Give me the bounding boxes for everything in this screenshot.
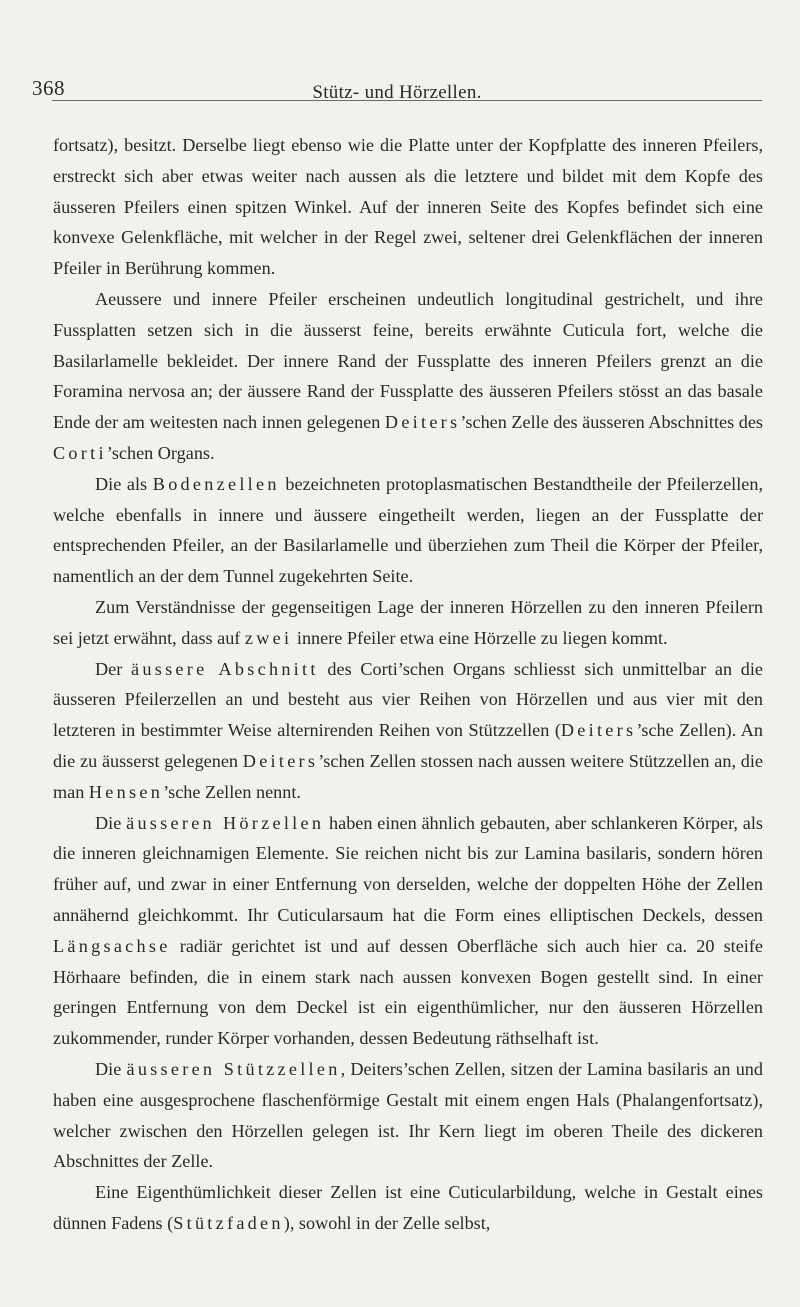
text-run: ’schen Zellen stossen nach aussen weitere Stützzellen an, die man — [53, 750, 763, 802]
paragraph — [53, 1054, 763, 1177]
text-run: Die — [95, 812, 127, 833]
text-run: Aeussere und innere Pfeiler erscheinen undeutlich longitudinal gestrichelt, und ihre Fussplatten setzen sich in die äusserst feine, bereits erwähnte Cuticula fort, welche die Basilarlamelle bekleidet. Der innere Rand der Fussplatte des inneren Pfeilers grenzt an die Foramina nervosa an; der äussere Rand der Fussplatte des äusseren Pfeilers stösst an das basale Ende der am weitesten nach innen gelegenen — [53, 288, 763, 433]
paragraph — [53, 592, 763, 654]
body-text — [53, 130, 763, 1239]
text-run: innere Pfeiler etwa eine Hörzelle zu liegen kommt. — [292, 627, 668, 648]
text-run: fortsatz), besitzt. Derselbe liegt ebenso wie die Platte unter der Kopfplatte des inneren Pfeilers, erstreckt sich aber etwas weiter nach aussen als die letztere und bildet mit dem Kopfe des äusseren Pfeilers einen spitzen Winkel. Auf der inneren Seite des Kopfes befindet sich eine konvexe Gelenkfläche, mit welcher in der Regel zwei, seltener drei Gelenkflächen der inneren Pfeiler in Berührung kommen. — [53, 135, 763, 279]
text-run: ), sowohl in der Zelle selbst, — [283, 1212, 491, 1233]
text-run: des Corti’schen Organs schliesst sich unmittelbar an die äusseren Pfeilerzellen an und besteht aus vier Reihen von Hörzellen und aus vier mit den letzteren in bestimmter Weise alternirenden Reihen von Stützzellen ( — [53, 658, 763, 741]
text-run: haben einen ähnlich gebauten, aber schlankeren Körper, als die inneren gleichnamigen Elemente. Sie reichen nicht bis zur Lamina basilaris, sondern hören früher auf, und zwar in einer Entfernung von derselden, welche der doppelten Höhe der Zellen annähernd gleichkommt. Ihr Cuticularsaum hat die Form eines elliptischen Deckels, dessen — [53, 812, 763, 925]
spaced-emphasis: zwei — [244, 627, 293, 648]
spaced-emphasis: äusseren Stützzellen — [126, 1058, 341, 1079]
paragraph — [53, 469, 763, 592]
text-run: , Deiters’schen Zellen, sitzen der Lamina basilaris an und haben eine ausgesprochene flaschenförmige Gestalt mit einem engen Hals (Phalangenfortsatz), welcher zwischen den Hörzellen gelegen ist. Ihr Kern liegt im oberen Theile des dickeren Abschnittes der Zelle. — [53, 1058, 763, 1172]
text-run: Die — [95, 1058, 127, 1079]
spaced-emphasis: Hensen — [88, 781, 164, 802]
header-rule — [52, 100, 762, 101]
spaced-emphasis: Corti — [53, 442, 107, 463]
page-number: 368 — [32, 76, 65, 100]
spaced-emphasis: Bodenzellen — [152, 473, 280, 494]
paragraph — [53, 1177, 763, 1239]
spaced-emphasis: äusseren Hörzellen — [126, 812, 325, 833]
running-head: Stütz- und Hörzellen. — [312, 82, 482, 103]
text-run: ’schen Organs. — [106, 442, 215, 463]
text-run: Zum Verständnisse der gegenseitigen Lage der inneren Hörzellen zu den inneren Pfeilern sei jetzt erwähnt, dass auf — [53, 596, 763, 648]
spaced-emphasis: Deiters — [560, 720, 637, 741]
paragraph — [53, 654, 763, 808]
text-run: Die als — [95, 473, 153, 494]
spaced-emphasis: Stützfaden — [173, 1212, 284, 1233]
text-run: Eine Eigenthümlichkeit dieser Zellen ist eine Cuticularbildung, welche in Gestalt eines dünnen Fadens ( — [53, 1182, 763, 1233]
paragraph — [53, 808, 763, 1054]
spaced-emphasis: Deiters — [242, 750, 319, 771]
text-run: radiär gerichtet ist und auf dessen Oberfläche sich auch hier ca. 20 steife Hörhaare befinden, die in einem stark nach aussen konvexen Bogen gestellt sind. In einer geringen Entfernung von dem Deckel ist ein eigenthümlicher, nur den äusseren Hörzellen zukommender, runder Körper vorhanden, dessen Bedeutung räthselhaft ist. — [53, 935, 763, 1049]
text-run: ’schen Zelle des äusseren Abschnittes des — [460, 412, 764, 433]
spaced-emphasis: Längsachse — [53, 935, 171, 956]
spaced-emphasis: äussere Abschnitt — [131, 658, 319, 679]
text-run: Der — [95, 658, 131, 679]
spaced-emphasis: Deiters — [384, 412, 461, 433]
text-run: bezeichneten protoplasmatischen Bestandtheile der Pfeilerzellen, welche ebenfalls in innere und äussere eingetheilt werden, liegen an der Fussplatte der entsprechenden Pfeiler, an der Basilarlamelle und überziehen zum Theil die Körper der Pfeiler, namentlich an der dem Tunnel zugekehrten Seite. — [53, 473, 764, 587]
paragraph — [53, 284, 763, 469]
text-run: ’sche Zellen nennt. — [163, 781, 301, 802]
page-header — [32, 76, 762, 106]
paragraph — [53, 130, 763, 284]
text-run: ’sche Zellen). An die zu äusserst gelegenen — [53, 720, 763, 771]
